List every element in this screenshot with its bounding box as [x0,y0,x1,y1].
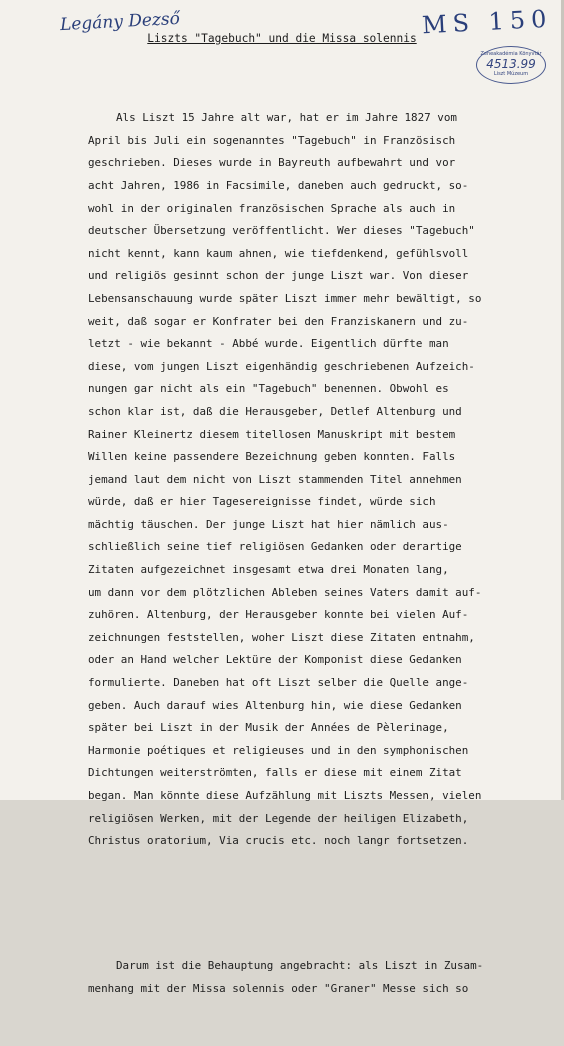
text-line: nicht kennt, kann kaum ahnen, wie tiefdenkend, gefühlsvoll [88,246,469,260]
text-line: diese, vom jungen Liszt eigenhändig geschriebenen Aufzeich- [88,359,475,373]
text-line: Rainer Kleinertz diesem titellosen Manuskript mit bestem [88,427,456,441]
text-line: wohl in der originalen französischen Sprache als auch in [88,201,456,215]
text-line: formulierte. Daneben hat oft Liszt selber die Quelle ange- [88,676,469,690]
text-line: geschrieben. Dieses wurde in Bayreuth aufbewahrt und vor [88,156,456,170]
document-body [88,62,558,1046]
stamp-top-text: Zeneakadémia Könyvtár [480,51,542,57]
text-line: zuhören. Altenburg, der Herausgeber konnte bei vielen Auf- [88,608,469,622]
text-line: Als Liszt 15 Jahre alt war, hat er im Jahre 1827 vom [116,111,457,125]
text-line: Zitaten aufgezeichnet insgesamt etwa drei Monaten lang, [88,563,449,577]
text-line: letzt - wie bekannt - Abbé wurde. Eigentlich dürfte man [88,337,449,351]
stamp-number: 4513.99 [486,57,536,71]
text-line: schließlich seine tief religiösen Gedanken oder derartige [88,540,462,554]
text-line: schon klar ist, daß die Herausgeber, Detlef Altenburg und [88,404,462,418]
text-line: deutscher Übersetzung veröffentlicht. Wer dieses "Tagebuch" [88,224,475,238]
text-line: um dann vor dem plötzlichen Ableben seines Vaters damit auf- [88,585,482,599]
manuscript-id-annotation: MS 150 [421,4,554,40]
document-title: Liszts "Tagebuch" und die Missa solennis [147,32,417,45]
text-line: zeichnungen feststellen, woher Liszt diese Zitaten entnahm, [88,630,475,644]
text-line: geben. Auch darauf wies Altenburg hin, wie diese Gedanken [88,698,462,712]
text-line: began. Man könnte diese Aufzählung mit Liszts Messen, vielen [88,789,482,802]
text-line: weit, daß sogar er Konfrater bei den Franziskanern und zu- [88,314,469,328]
text-line: oder an Hand welcher Lektüre der Komponist diese Gedanken [88,653,462,667]
text-line: April bis Juli ein sogenanntes "Tagebuch" in Französisch [88,133,456,147]
text-line: Christus oratorium, Via crucis etc. noch langr fortsetzen. [88,834,469,848]
text-line: menhang mit der Missa solennis oder "Graner" Messe sich so [88,981,469,995]
text-line: jemand laut dem nicht von Liszt stammenden Titel annehmen [88,472,462,486]
text-line: religiösen Werken, mit der Legende der heiligen Elizabeth, [88,811,469,825]
text-line: Harmonie poétiques et religieuses und in den symphonischen [88,743,469,757]
text-line: Lebensanschauung wurde später Liszt immer mehr bewältigt, so [88,291,482,305]
stamp-bottom-text: Liszt Múzeum [493,71,529,77]
text-line: nungen gar nicht als ein "Tagebuch" benennen. Obwohl es [88,382,449,396]
text-line: Willen keine passendere Bezeichnung geben konnten. Falls [88,450,456,464]
text-line: und religiös gesinnt schon der junge Liszt war. Von dieser [88,269,469,283]
text-line: mächtig täuschen. Der junge Liszt hat hier nämlich aus- [88,517,449,531]
text-line: würde, daß er hier Tagesereignisse findet, würde sich [88,495,436,509]
text-line: später bei Liszt in der Musik der Années de Pèlerinage, [88,721,449,735]
paragraph-1 [88,107,558,853]
author-annotation: Legány Dezső [59,8,181,36]
text-line: Dichtungen weiterströmten, falls er diese mit einem Zitat [88,766,462,780]
text-line: acht Jahren, 1986 in Facsimile, daneben auch gedruckt, so- [88,178,469,192]
text-line: Darum ist die Behauptung angebracht: als Liszt in Zusam- [116,959,484,973]
paragraph-2 [88,955,558,1000]
